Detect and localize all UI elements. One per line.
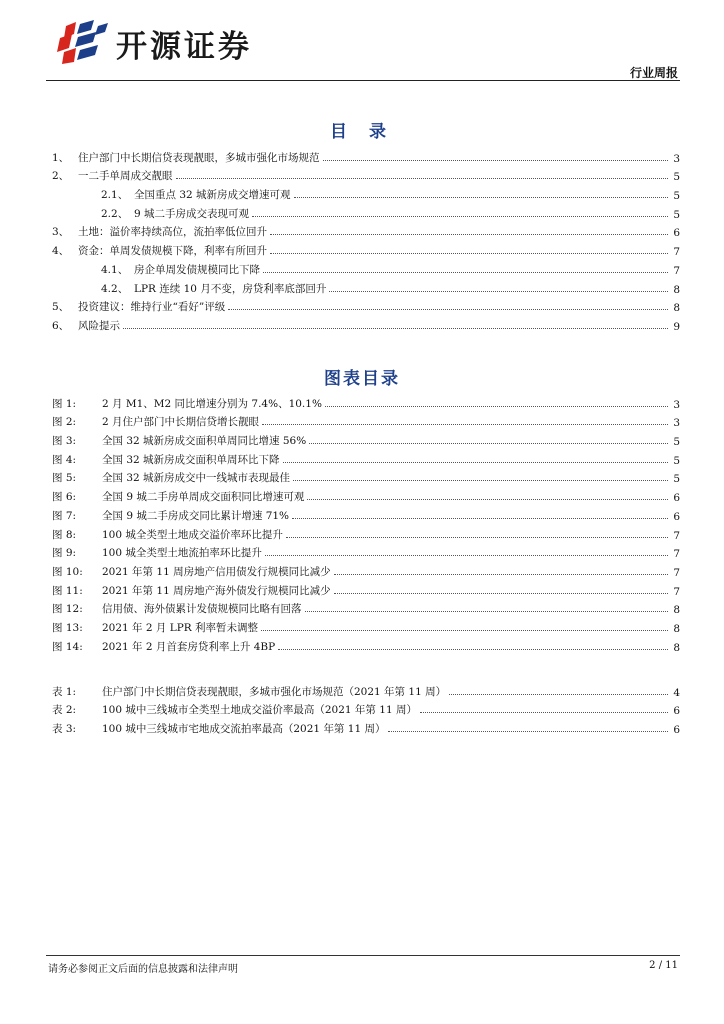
entry-number: 4.2、 — [101, 282, 129, 295]
entry-text: 资金：单周发债规模下降，利率有所回升 — [78, 245, 267, 258]
entry-text: 信用债、海外债累计发债规模同比略有回落 — [102, 603, 302, 616]
entry-page: 3 — [673, 152, 680, 165]
entry-page: 7 — [673, 246, 680, 259]
header-divider — [46, 80, 680, 81]
figure-entry[interactable] — [52, 392, 680, 411]
toc-entry[interactable] — [52, 296, 680, 315]
entry-text: 住户部门中长期信贷表现靓眼，多城市强化市场规范（2021 年第 11 周） — [102, 685, 447, 698]
leader-dots — [286, 537, 668, 538]
entry-number: 图 14: — [52, 640, 83, 653]
tables-list — [52, 680, 680, 736]
entry-text: 2021 年 2 月 LPR 利率暂未调整 — [102, 621, 259, 634]
entry-number: 图 4: — [52, 453, 77, 466]
entry-number: 2.1、 — [101, 189, 129, 202]
entry-page: 8 — [673, 622, 680, 635]
toc-entry[interactable] — [52, 165, 680, 184]
leader-dots — [309, 443, 668, 444]
entry-text: 2 月住户部门中长期信贷增长靓眼 — [102, 416, 260, 429]
entry-number: 图 11: — [52, 584, 83, 597]
leader-dots — [293, 480, 668, 481]
table-entry[interactable] — [52, 699, 680, 718]
leader-dots — [334, 574, 668, 575]
toc-entry[interactable] — [52, 202, 680, 221]
entry-number: 图 3: — [52, 435, 77, 448]
entry-number: 2、 — [52, 170, 70, 183]
figures-title: 图表目录 — [324, 369, 400, 389]
entry-number: 图 2: — [52, 416, 77, 429]
figure-entry[interactable] — [52, 635, 680, 654]
figure-entry[interactable] — [52, 429, 680, 448]
entry-number: 图 9: — [52, 547, 77, 560]
entry-text: LPR 连续 10 月不变，房贷利率底部回升 — [134, 282, 327, 295]
entry-number: 4.1、 — [101, 263, 129, 276]
entry-number: 1、 — [52, 151, 70, 164]
figure-entry[interactable] — [52, 542, 680, 561]
entry-text: 100 城中三线城市宅地成交流拍率最高（2021 年第 11 周） — [102, 723, 386, 736]
entry-text: 投资建议：维持行业“看好”评级 — [78, 301, 226, 314]
leader-dots — [123, 328, 668, 329]
report-type-label: 行业周报 — [629, 66, 678, 80]
leader-dots — [270, 253, 668, 254]
entry-text: 全国重点 32 城新房成交增速可观 — [134, 189, 291, 202]
figure-entry[interactable] — [52, 579, 680, 598]
entry-page: 6 — [673, 227, 680, 240]
entry-page: 7 — [673, 585, 680, 598]
entry-number: 3、 — [52, 226, 70, 239]
entry-page: 8 — [673, 302, 680, 315]
entry-page: 5 — [673, 190, 680, 203]
figure-entry[interactable] — [52, 523, 680, 542]
entry-page: 9 — [673, 320, 680, 333]
entry-number: 5、 — [52, 301, 70, 314]
entry-text: 2 月 M1、M2 同比增速分别为 7.4%、10.1% — [102, 397, 322, 410]
entry-page: 7 — [673, 548, 680, 561]
leader-dots — [283, 462, 668, 463]
entry-number: 6、 — [52, 319, 70, 332]
toc-entry[interactable] — [52, 221, 680, 240]
entry-number: 图 10: — [52, 565, 83, 578]
toc-entry[interactable] — [52, 277, 680, 296]
leader-dots — [388, 731, 668, 732]
entry-number: 表 3: — [52, 723, 77, 736]
entry-text: 9 城二手房成交表现可观 — [134, 207, 250, 220]
page-number: 2 / 11 — [649, 960, 678, 971]
entry-number: 2.2、 — [101, 207, 129, 220]
entry-number: 4、 — [52, 245, 70, 258]
entry-text: 100 城全类型土地成交溢价率环比提升 — [102, 528, 283, 541]
toc-list — [52, 146, 680, 333]
entry-number: 表 1: — [52, 685, 77, 698]
entry-text: 全国 9 城二手房成交同比累计增速 71% — [102, 509, 290, 522]
leader-dots — [329, 291, 668, 292]
leader-dots — [261, 630, 668, 631]
entry-page: 7 — [673, 566, 680, 579]
toc-title: 目 录 — [330, 122, 394, 142]
leader-dots — [334, 593, 668, 594]
figure-entry[interactable] — [52, 411, 680, 430]
entry-page: 8 — [673, 641, 680, 654]
entry-text: 2021 年第 11 周房地产信用债发行规模同比减少 — [102, 565, 331, 578]
entry-number: 表 2: — [52, 704, 77, 717]
figure-entry[interactable] — [52, 616, 680, 635]
footer-divider — [46, 955, 680, 956]
figure-entry[interactable] — [52, 598, 680, 617]
toc-entry[interactable] — [52, 146, 680, 165]
toc-entry[interactable] — [52, 258, 680, 277]
toc-entry[interactable] — [52, 314, 680, 333]
leader-dots — [270, 234, 668, 235]
entry-page: 7 — [673, 264, 680, 277]
brand-logo — [54, 20, 252, 66]
entry-text: 100 城中三线城市全类型土地成交溢价率最高（2021 年第 11 周） — [102, 704, 417, 717]
entry-page: 5 — [673, 208, 680, 221]
entry-number: 图 13: — [52, 621, 83, 634]
figure-entry[interactable] — [52, 467, 680, 486]
entry-text: 房企单周发债规模同比下降 — [134, 263, 260, 276]
figure-entry[interactable] — [52, 504, 680, 523]
entry-page: 6 — [673, 510, 680, 523]
entry-page: 5 — [673, 171, 680, 184]
leader-dots — [420, 712, 668, 713]
entry-page: 6 — [673, 724, 680, 737]
leader-dots — [176, 178, 669, 179]
leader-dots — [307, 499, 668, 500]
entry-text: 土地：溢价率持续高位，流拍率低位回升 — [78, 226, 267, 239]
leader-dots — [278, 649, 668, 650]
entry-text: 100 城全类型土地流拍率环比提升 — [102, 547, 262, 560]
leader-dots — [228, 309, 668, 310]
leader-dots — [305, 611, 669, 612]
entry-page: 7 — [673, 529, 680, 542]
entry-text: 一二手单周成交靓眼 — [78, 170, 173, 183]
entry-page: 8 — [673, 604, 680, 617]
entry-text: 2021 年 2 月首套房贷利率上升 4BP — [102, 640, 276, 653]
figure-entry[interactable] — [52, 485, 680, 504]
leader-dots — [323, 160, 669, 161]
entry-text: 2021 年第 11 周房地产海外债发行规模同比减少 — [102, 584, 331, 597]
entry-page: 5 — [673, 436, 680, 449]
leader-dots — [265, 555, 668, 556]
toc-entry[interactable] — [52, 239, 680, 258]
leader-dots — [292, 518, 668, 519]
leader-dots — [252, 216, 668, 217]
figures-list — [52, 392, 680, 654]
entry-text: 全国 32 城新房成交中一线城市表现最佳 — [102, 472, 291, 485]
toc-entry[interactable] — [52, 183, 680, 202]
entry-text: 住户部门中长期信贷表现靓眼，多城市强化市场规范 — [78, 151, 320, 164]
leader-dots — [263, 272, 668, 273]
entry-page: 4 — [673, 686, 680, 699]
kaiyuan-securities-logo-icon — [54, 20, 112, 66]
page-header — [0, 0, 724, 90]
entry-number: 图 5: — [52, 472, 77, 485]
entry-page: 6 — [673, 705, 680, 718]
entry-page: 5 — [673, 473, 680, 486]
entry-page: 3 — [673, 398, 680, 411]
footer-disclaimer: 请务必参阅正文后面的信息披露和法律声明 — [48, 964, 238, 975]
table-entry[interactable] — [52, 680, 680, 699]
entry-number: 图 6: — [52, 491, 77, 504]
entry-text: 全国 32 城新房成交面积单周环比下降 — [102, 453, 280, 466]
leader-dots — [325, 406, 668, 407]
entry-page: 8 — [673, 283, 680, 296]
entry-page: 5 — [673, 454, 680, 467]
leader-dots — [449, 694, 668, 695]
entry-number: 图 7: — [52, 509, 77, 522]
leader-dots — [262, 424, 668, 425]
entry-number: 图 12: — [52, 603, 83, 616]
entry-number: 图 8: — [52, 528, 77, 541]
entry-page: 6 — [673, 492, 680, 505]
table-entry[interactable] — [52, 717, 680, 736]
entry-text: 全国 32 城新房成交面积单周同比增速 56% — [102, 435, 307, 448]
entry-text: 风险提示 — [78, 319, 120, 332]
entry-number: 图 1: — [52, 397, 77, 410]
figure-entry[interactable] — [52, 448, 680, 467]
figure-entry[interactable] — [52, 560, 680, 579]
entry-text: 全国 9 城二手房单周成交面积同比增速可观 — [102, 491, 305, 504]
leader-dots — [294, 197, 668, 198]
entry-page: 3 — [673, 417, 680, 430]
brand-name: 开源证券 — [116, 28, 252, 65]
